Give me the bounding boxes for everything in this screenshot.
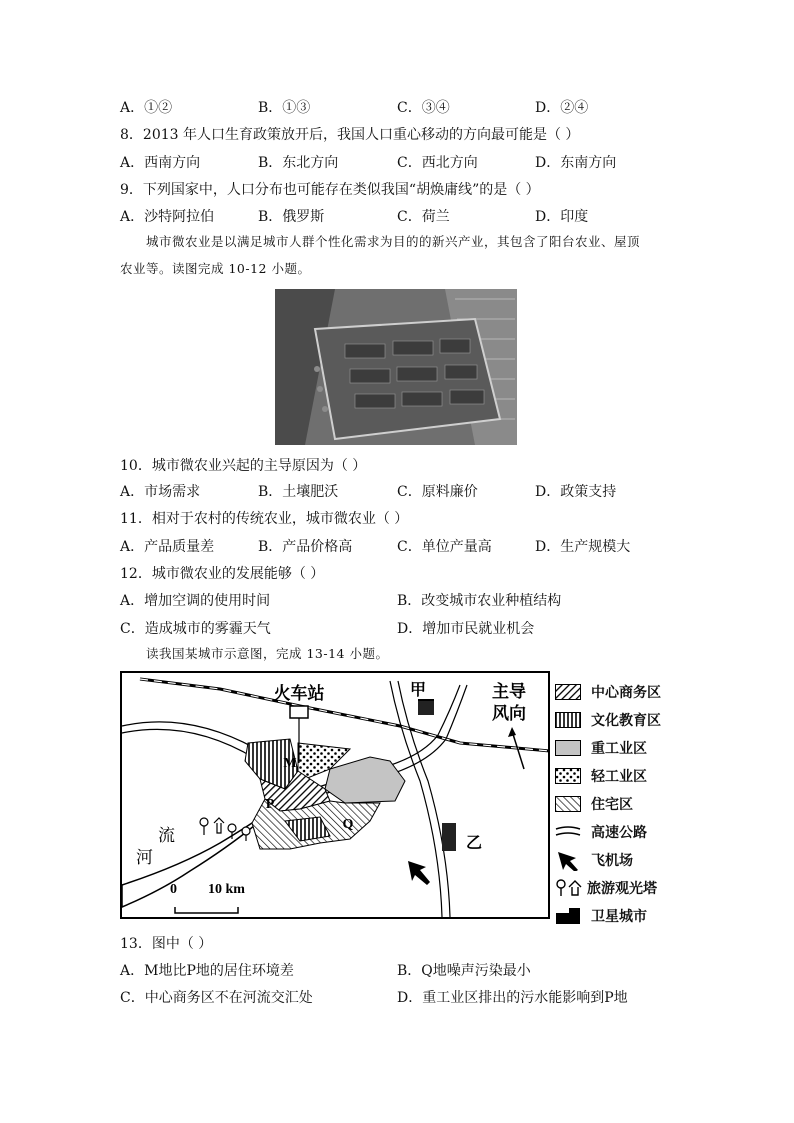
- q8-stem: 8．2013 年人口生育政策放开后，我国人口重心移动的方向最可能是（ ）: [120, 127, 580, 143]
- legend-label-heavy-industry: 重工业区: [591, 741, 647, 757]
- legend-label-highway: 高速公路: [591, 825, 647, 841]
- q8-option-b: B．东北方向: [258, 155, 339, 171]
- q11-option-c: C．单位产量高: [397, 539, 492, 555]
- q10-option-b: B．土壤肥沃: [258, 484, 339, 500]
- label-jia: 甲: [410, 682, 427, 699]
- q9-stem: 9．下列国家中，人口分布也可能存在类似我国“胡焕庸线”的是（ ）: [120, 182, 540, 198]
- q12-option-a: A．增加空调的使用时间: [120, 593, 271, 609]
- q9-option-a: A．沙特阿拉伯: [120, 209, 215, 225]
- q12-option-b: B．改变城市农业种植结构: [397, 593, 562, 609]
- q12-stem: 12．城市微农业的发展能够（ ）: [120, 566, 325, 582]
- q11-option-d: D．生产规模大: [535, 539, 631, 555]
- legend-label-cbd: 中心商务区: [591, 685, 661, 701]
- q11-stem: 11．相对于农村的传统农业，城市微农业（ ）: [120, 511, 409, 527]
- q10-option-a: A．市场需求: [120, 484, 201, 500]
- rooftop-farm-illustration: [275, 289, 517, 445]
- q8-option-c: C．西北方向: [397, 155, 478, 171]
- q7-option-d: D．②④: [535, 100, 589, 116]
- q12-option-c: C．造成城市的雾霾天气: [120, 621, 271, 637]
- q13-option-c: C．中心商务区不在河流交汇处: [120, 990, 313, 1006]
- intro1-line2: 农业等。读图完成 10-12 小题。: [120, 261, 311, 276]
- legend-label-tourist-tower: 旅游观光塔: [587, 881, 657, 897]
- airport-legend-icon: [555, 849, 581, 871]
- q9-option-b: B．俄罗斯: [258, 209, 325, 225]
- q11-option-a: A．产品质量差: [120, 539, 215, 555]
- wind-label-2: 风向: [492, 704, 526, 723]
- q7-option-a: A．①②: [120, 100, 173, 116]
- legend-residential: [555, 793, 715, 815]
- q9-option-d: D．印度: [535, 209, 589, 225]
- label-q: Q: [342, 817, 354, 832]
- satellite-town-yi-block: [442, 823, 456, 851]
- rooftop-farm-photo: [275, 289, 517, 445]
- label-m: M: [283, 756, 297, 771]
- q8-option-d: D．东南方向: [535, 155, 617, 171]
- wind-label-1: 主导: [492, 682, 526, 701]
- q7-option-b: B．①③: [258, 100, 311, 116]
- q12-option-d: D．增加市民就业机会: [397, 621, 535, 637]
- legend-label-satellite-town: 卫星城市: [591, 909, 647, 925]
- tourist-tower-legend-icon: [555, 878, 585, 898]
- scale-label: 10 km: [208, 882, 245, 897]
- legend-light-industry: [555, 765, 715, 787]
- highway-icon: [555, 823, 581, 841]
- legend-culture-education: [555, 709, 715, 731]
- legend-tourist-tower: [555, 877, 715, 899]
- q11-option-b: B．产品价格高: [258, 539, 353, 555]
- scale-zero: 0: [170, 882, 177, 897]
- station-icon: [290, 706, 308, 718]
- intro-city-map: [120, 640, 680, 667]
- q10-stem: 10．城市微农业兴起的主导原因为（ ）: [120, 458, 367, 474]
- q10-option-c: C．原料廉价: [397, 484, 478, 500]
- legend-label-light-industry: 轻工业区: [591, 769, 647, 785]
- legend-cbd: [555, 681, 715, 703]
- legend-label-residential: 住宅区: [591, 797, 633, 813]
- legend-satellite-town: [555, 905, 715, 927]
- river-label-1: 河: [136, 848, 153, 867]
- q13-option-b: B．Q地噪声污染最小: [397, 963, 531, 979]
- q10-option-d: D．政策支持: [535, 484, 617, 500]
- satellite-town-jia-block: [418, 701, 434, 715]
- q13-option-d: D．重工业区排出的污水能影响到P地: [397, 990, 628, 1006]
- intro2-line1: 读我国某城市示意图，完成 13-14 小题。: [146, 646, 389, 661]
- intro1-line1: 城市微农业是以满足城市人群个性化需求为目的的新兴产业，其包含了阳台农业、屋顶: [146, 234, 641, 249]
- legend-highway: [555, 821, 715, 843]
- label-yi: 乙: [466, 835, 483, 852]
- q13-stem: 13．图中（ ）: [120, 936, 213, 952]
- legend-label-culture-education: 文化教育区: [591, 713, 661, 729]
- city-schematic-map: [120, 671, 550, 919]
- legend-airport: [555, 849, 715, 871]
- q8-option-a: A．西南方向: [120, 155, 201, 171]
- river-label-2: 流: [158, 826, 175, 845]
- intro-micro-agriculture: [120, 228, 680, 282]
- satellite-town-legend-icon: [555, 907, 581, 925]
- label-p: P: [265, 797, 275, 812]
- q13-option-a: A．M地比P地的居住环境差: [120, 963, 294, 979]
- legend-label-airport: 飞机场: [591, 853, 633, 869]
- station-label: 火车站: [273, 684, 325, 703]
- q7-option-c: C．③④: [397, 100, 450, 116]
- legend-heavy-industry: [555, 737, 715, 759]
- q9-option-c: C．荷兰: [397, 209, 450, 225]
